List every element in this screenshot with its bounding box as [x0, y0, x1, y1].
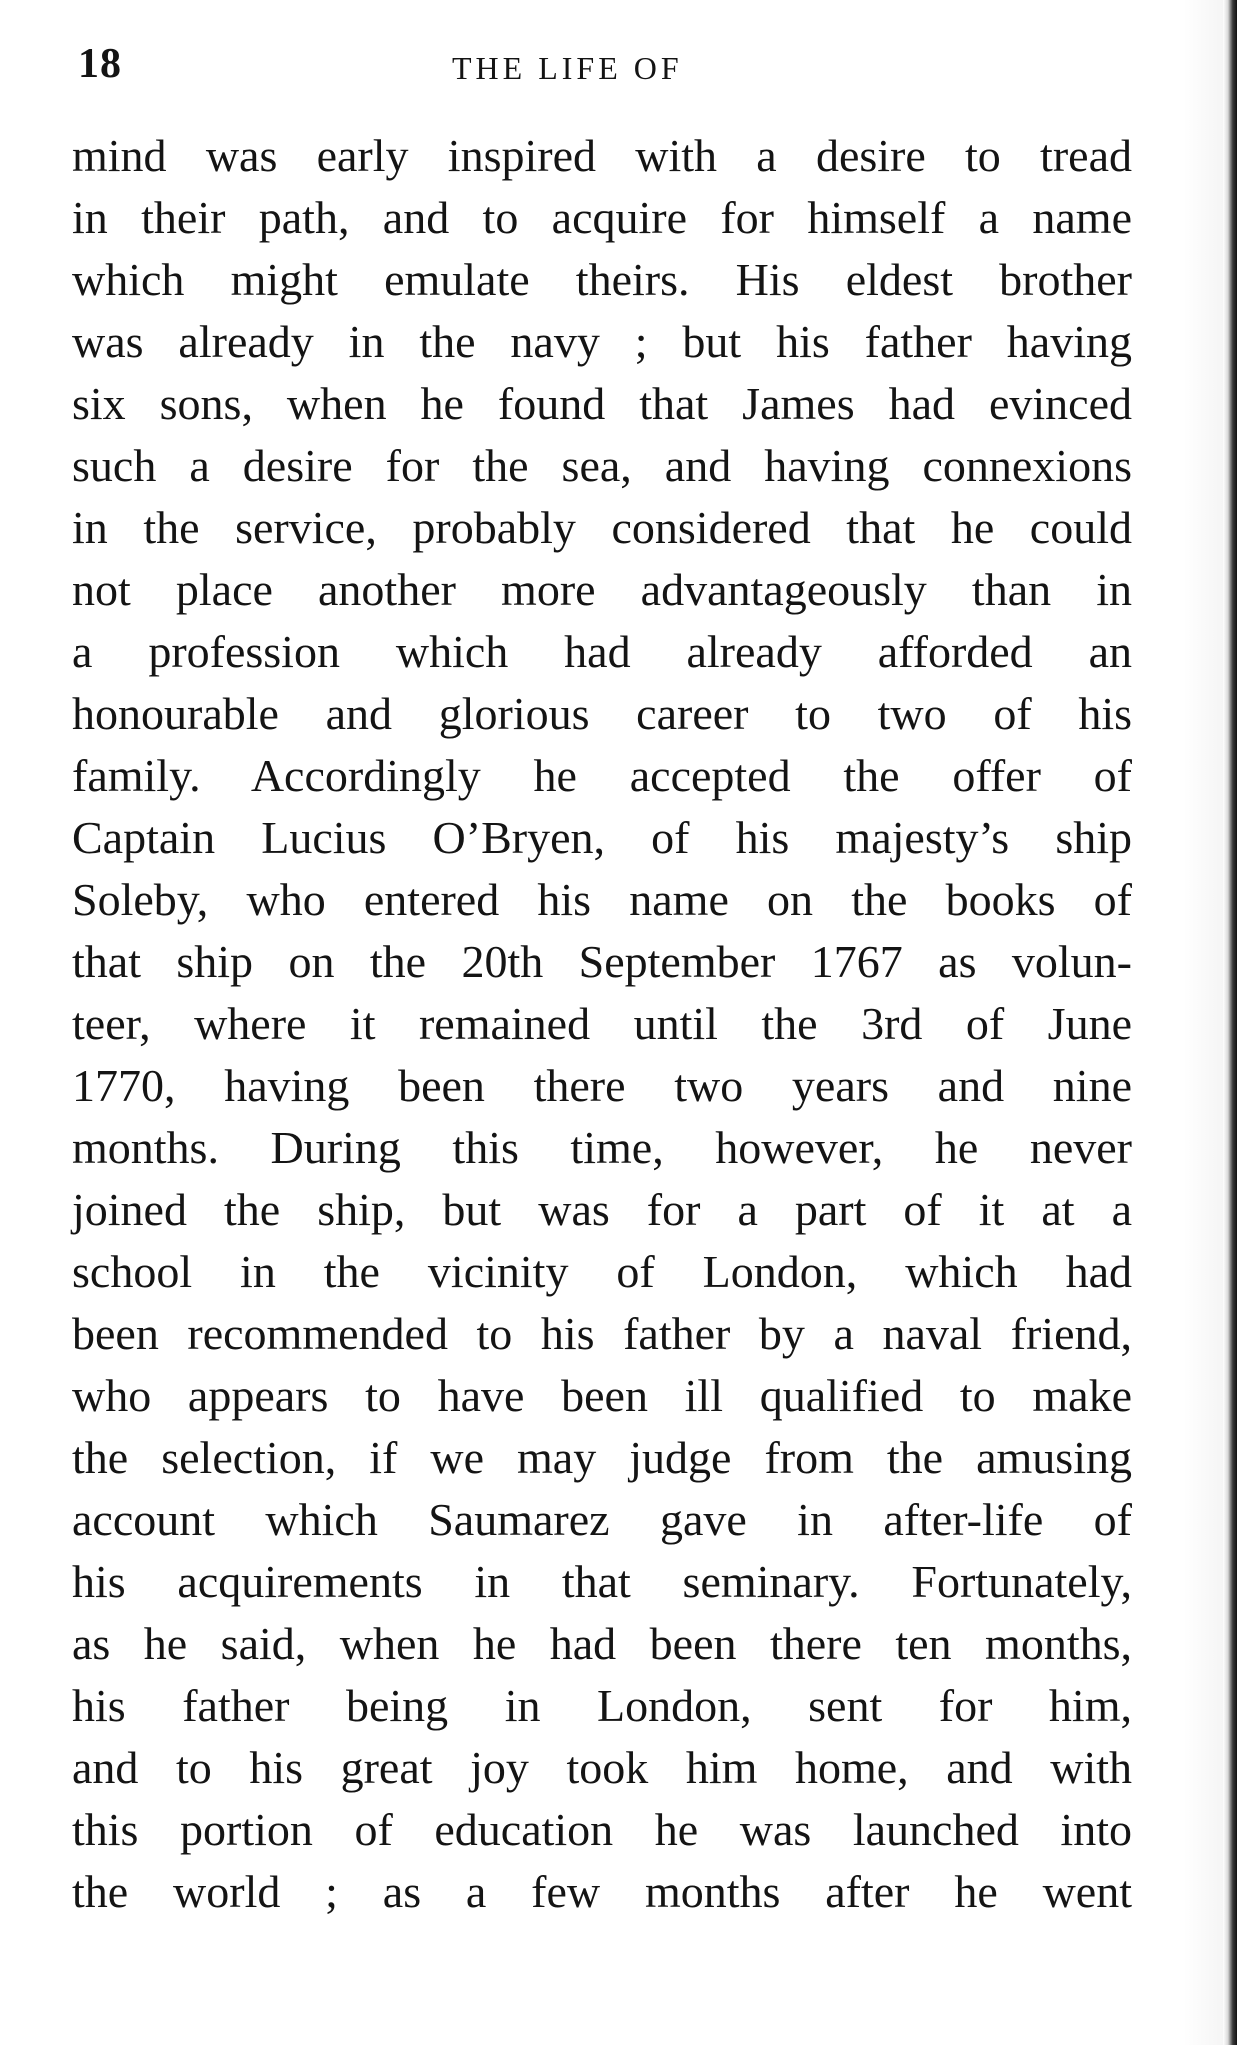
text-line: in their path, and to acquire for himself a name — [72, 192, 1132, 243]
text-line: was already in the navy ; but his father having — [72, 316, 1132, 367]
page-number: 18 — [78, 41, 122, 87]
text-line: Soleby, who entered his name on the books of — [72, 874, 1132, 925]
text-line: who appears to have been ill qualified to make — [72, 1370, 1132, 1421]
text-line: 1770, having been there two years and nine — [72, 1060, 1132, 1111]
text-line: teer, where it remained until the 3rd of June — [72, 998, 1132, 1049]
binding-shadow — [1183, 0, 1223, 2045]
text-line: such a desire for the sea, and having connexions — [72, 440, 1132, 491]
text-line: his father being in London, sent for him, — [72, 1680, 1132, 1731]
text-line: Captain Lucius O’Bryen, of his majesty’s ship — [72, 812, 1132, 863]
text-line: honourable and glorious career to two of his — [72, 688, 1132, 739]
text-line: and to his great joy took him home, and with — [72, 1742, 1132, 1793]
text-line: which might emulate theirs. His eldest brother — [72, 254, 1132, 305]
text-line: the world ; as a few months after he went — [72, 1866, 1132, 1917]
text-line: a profession which had already afforded an — [72, 626, 1132, 677]
text-line: joined the ship, but was for a part of it at a — [72, 1184, 1132, 1235]
text-line: not place another more advantageously than in — [72, 564, 1132, 615]
text-line: as he said, when he had been there ten months, — [72, 1618, 1132, 1669]
text-line: school in the vicinity of London, which had — [72, 1246, 1132, 1297]
text-line: been recommended to his father by a naval friend, — [72, 1308, 1132, 1359]
text-line: this portion of education he was launched into — [72, 1804, 1132, 1855]
running-head: THE LIFE OF — [452, 50, 683, 86]
page-header — [72, 40, 1132, 100]
text-line: six sons, when he found that James had evinced — [72, 378, 1132, 429]
text-line: his acquirements in that seminary. Fortunately, — [72, 1556, 1132, 1607]
text-line: in the service, probably considered that he could — [72, 502, 1132, 553]
text-line: that ship on the 20th September 1767 as volun- — [72, 936, 1132, 987]
text-line: mind was early inspired with a desire to tread — [72, 130, 1132, 181]
text-line: account which Saumarez gave in after-life of — [72, 1494, 1132, 1545]
text-line: the selection, if we may judge from the amusing — [72, 1432, 1132, 1483]
page-binding-edge — [1223, 0, 1237, 2045]
body-text — [72, 125, 1132, 1923]
text-line: family. Accordingly he accepted the offer of — [72, 750, 1132, 801]
text-line: months. During this time, however, he never — [72, 1122, 1132, 1173]
